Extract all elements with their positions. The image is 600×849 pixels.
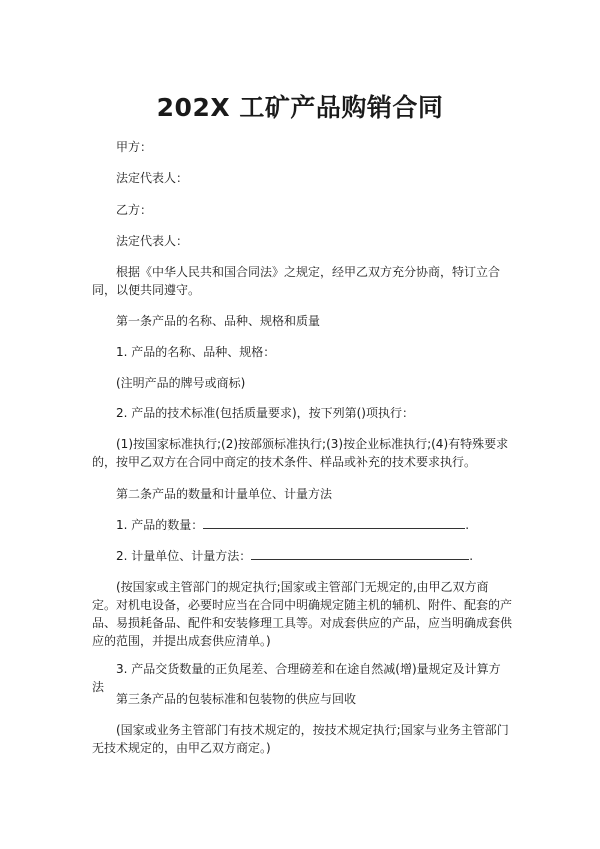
article-2-heading: 第二条产品的数量和计量单位、计量方法	[116, 487, 333, 501]
article-2-item-2	[92, 547, 512, 565]
article-3-heading: 第三条产品的包装标准和包装物的供应与回收	[116, 692, 357, 706]
article-1-note: (注明产品的牌号或商标)	[116, 376, 246, 390]
quantity-end: .	[465, 518, 470, 532]
document-title: 202X 工矿产品购销合同	[156, 93, 444, 122]
party-b-line: 乙方：	[116, 203, 153, 217]
quantity-label: 1. 产品的数量：	[116, 518, 204, 532]
rep-b-line: 法定代表人：	[116, 234, 189, 248]
preamble-paragraph: 根据《中华人民共和国合同法》之规定，经甲乙双方充分协商，特订立合同，以便共同遵守。	[92, 265, 501, 297]
article-3-note: (国家或业务主管部门有技术规定的，按技术规定执行;国家与业务主管部门无技术规定的，由甲乙双方商定。)	[92, 723, 509, 755]
article-1-options: (1)按国家标准执行;(2)按部颁标准执行;(3)按企业标准执行;(4)有特殊要求的，按甲乙双方在合同中商定的技术条件、样品或补充的技术要求执行。	[92, 437, 509, 469]
rep-a-line: 法定代表人：	[116, 171, 189, 185]
article-1-item-2: 2. 产品的技术标准(包括质量要求)，按下列第()项执行：	[116, 406, 414, 420]
article-1-item-1: 1. 产品的名称、品种、规格：	[116, 345, 276, 359]
measurement-label: 2. 计量单位、计量方法：	[116, 549, 252, 563]
measurement-blank-line	[251, 547, 469, 560]
article-2-item-3: 3. 产品交货数量的正负尾差、合理磅差和在途自然减(增)量规定及计算方法	[92, 662, 501, 694]
article-2-note: (按国家或主管部门的规定执行;国家或主管部门无规定的,由甲乙双方商定。对机电设备，必要时应当在合同中明确规定随主机的辅机、附件、配套的产品、易损耗备品、配件和安装修理工具等。对成套供应的产品，应当明确成套供应的范围，并提出成套供应清单。)	[92, 580, 513, 648]
article-1-heading: 第一条产品的名称、品种、规格和质量	[116, 314, 321, 328]
article-2-item-1	[92, 516, 512, 534]
party-a-line: 甲方：	[116, 140, 153, 154]
quantity-blank-line	[203, 516, 465, 529]
measurement-end: .	[469, 549, 474, 563]
